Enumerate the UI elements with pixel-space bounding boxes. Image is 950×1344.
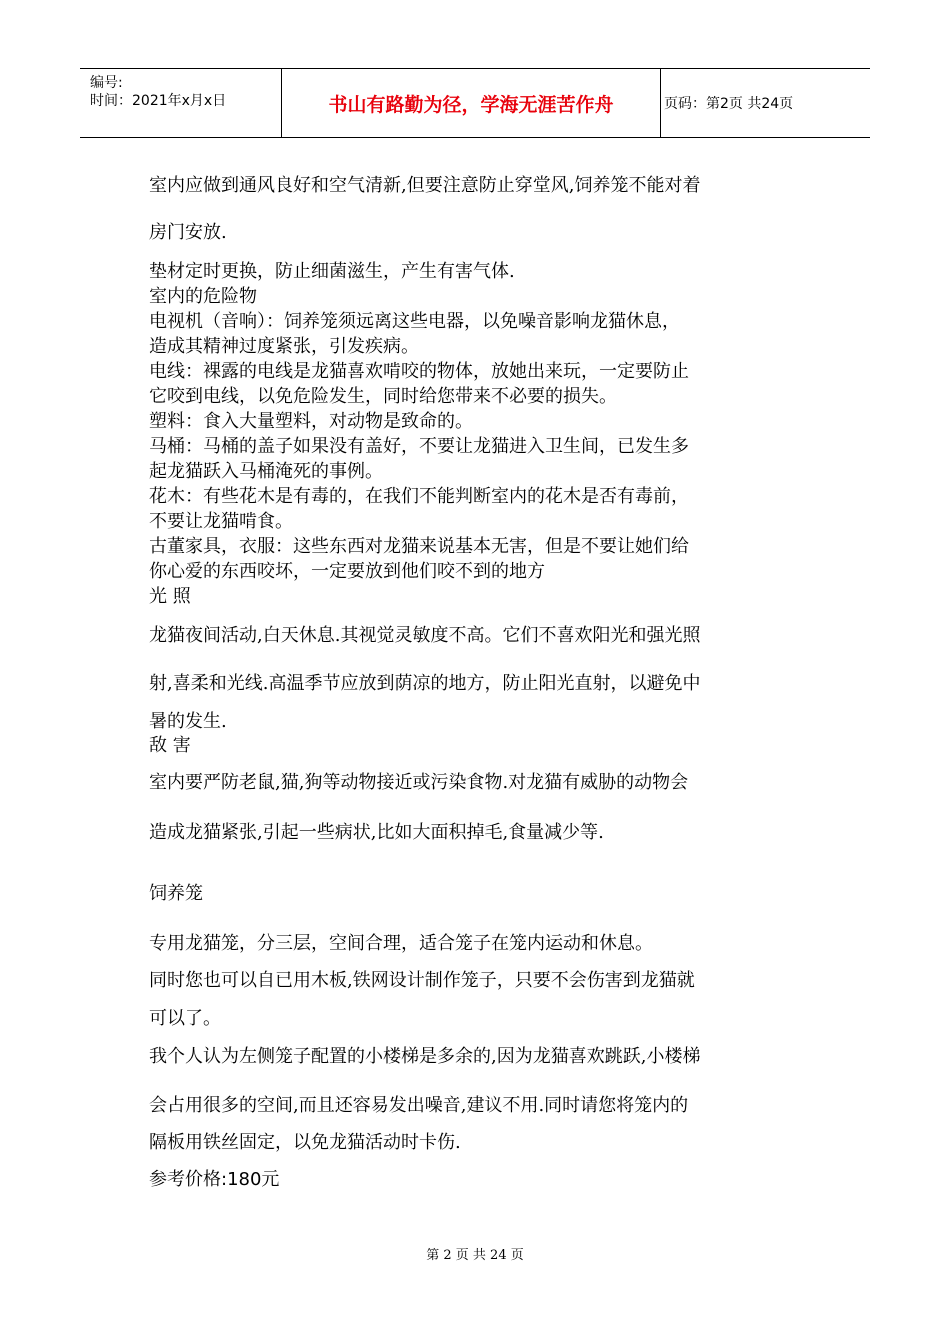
body-line: 造成其精神过度紧张，引发疾病。 — [149, 336, 419, 357]
section-heading: 敌 害 — [149, 735, 191, 756]
body-line: 塑料：食入大量塑料，对动物是致命的。 — [149, 411, 473, 432]
body-line: 暑的发生. — [149, 711, 227, 732]
body-line: 可以了。 — [149, 1008, 221, 1029]
body-line: 你心爱的东西咬坏，一定要放到他们咬不到的地方 — [149, 561, 545, 582]
body-line: 室内要严防老鼠,猫,狗等动物接近或污染食物.对龙猫有威胁的动物会 — [149, 772, 689, 793]
date-label: 时间：2021年x月x日 — [90, 93, 227, 109]
body-line: 花木：有些花木是有毒的，在我们不能判断室内的花木是否有毒前， — [149, 486, 689, 507]
body-line: 龙猫夜间活动,白天休息.其视觉灵敏度不高。它们不喜欢阳光和强光照 — [149, 625, 701, 646]
price-line: 参考价格:180元 — [149, 1169, 280, 1190]
body-line: 垫材定时更换，防止细菌滋生，产生有害气体. — [149, 261, 515, 282]
body-line: 同时您也可以自已用木板,铁网设计制作笼子，只要不会伤害到龙猫就 — [149, 970, 695, 991]
header-page-cell — [661, 69, 870, 137]
body-line: 专用龙猫笼，分三层，空间合理，适合笼子在笼内运动和休息。 — [149, 933, 653, 954]
body-line: 电视机（音响）：饲养笼须远离这些电器，以免噪音影响龙猫休息， — [149, 311, 680, 332]
body-line: 它咬到电线，以免危险发生，同时给您带来不必要的损失。 — [149, 386, 617, 407]
number-label: 编号: — [90, 75, 123, 91]
body-line: 房门安放. — [149, 222, 227, 243]
body-line: 会占用很多的空间,而且还容易发出噪音,建议不用.同时请您将笼内的 — [149, 1095, 689, 1116]
body-line: 我个人认为左侧笼子配置的小楼梯是多余的,因为龙猫喜欢跳跃,小楼梯 — [149, 1046, 701, 1067]
body-line: 古董家具，衣服：这些东西对龙猫来说基本无害，但是不要让她们给 — [149, 536, 689, 557]
body-line: 造成龙猫紧张,引起一些病状,比如大面积掉毛,食量减少等. — [149, 822, 604, 843]
header-motto-cell — [282, 69, 661, 137]
body-line: 起龙猫跃入马桶淹死的事例。 — [149, 461, 383, 482]
motto: 书山有路勤为径，学海无涯苦作舟 — [328, 94, 614, 116]
body-line: 射,喜柔和光线.高温季节应放到荫凉的地方，防止阳光直射，以避免中 — [149, 673, 701, 694]
body-line: 不要让龙猫啃食。 — [149, 511, 293, 532]
document-header — [80, 68, 870, 138]
section-heading: 光 照 — [149, 586, 191, 607]
section-heading: 室内的危险物 — [149, 286, 257, 307]
body-line: 隔板用铁丝固定，以免龙猫活动时卡伤. — [149, 1132, 461, 1153]
page-footer: 第 2 页 共 24 页 — [426, 1248, 524, 1263]
body-line: 室内应做到通风良好和空气清新,但要注意防止穿堂风,饲养笼不能对着 — [149, 175, 701, 196]
body-line: 电线：裸露的电线是龙猫喜欢啃咬的物体，放她出来玩，一定要防止 — [149, 361, 689, 382]
header-page-info: 页码：第2页 共24页 — [664, 96, 794, 112]
header-left-cell — [80, 69, 282, 137]
section-heading: 饲养笼 — [149, 883, 203, 904]
body-line: 马桶：马桶的盖子如果没有盖好，不要让龙猫进入卫生间，已发生多 — [149, 436, 689, 457]
